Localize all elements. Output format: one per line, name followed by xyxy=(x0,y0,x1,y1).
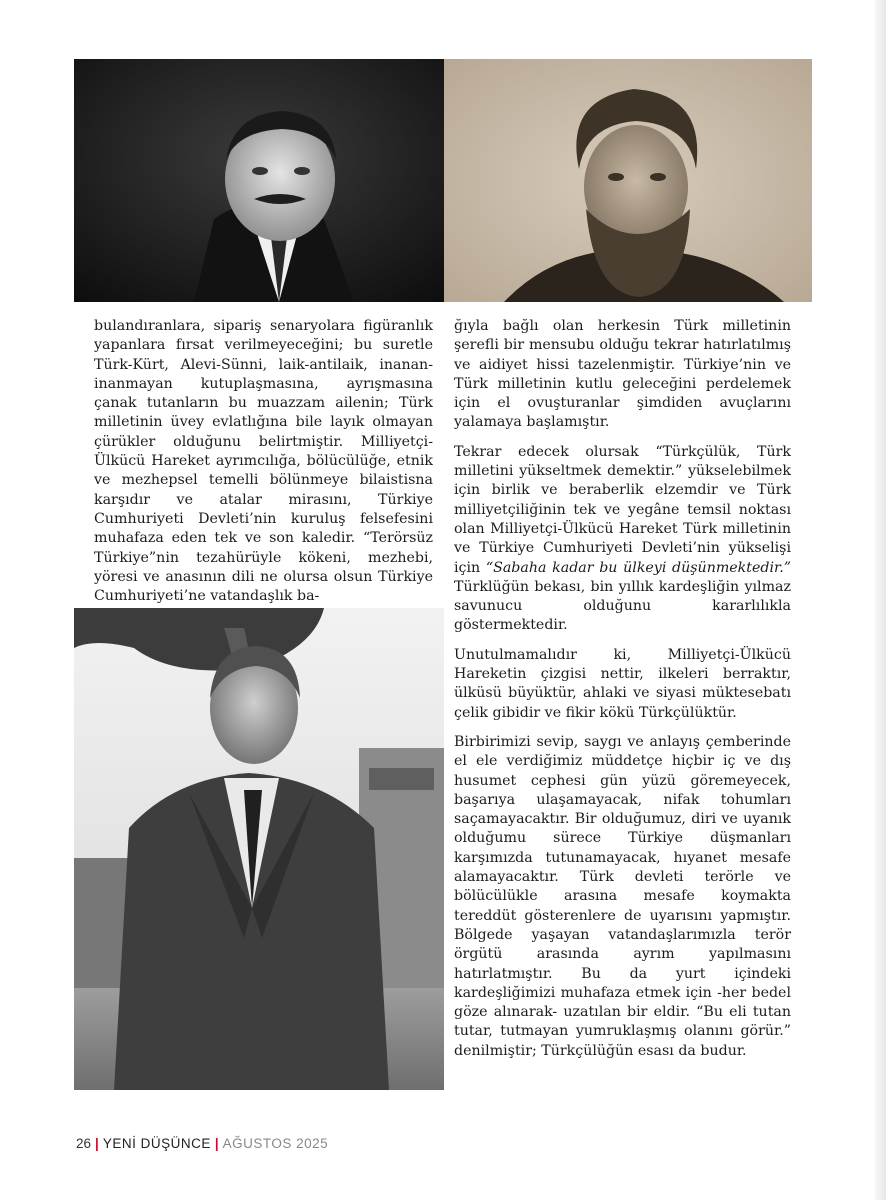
article-column-left xyxy=(94,317,433,606)
photo-portrait-mustache-image xyxy=(74,59,444,302)
page-footer xyxy=(76,1136,328,1151)
paragraph: Birbirimizi sevip, saygı ve anlayış çemberinde el ele verdiğimiz müddetçe hiçbir iç ve dış husumet cephesi gün yüzü göremeyecek, başarıya ulaşamayacak, nifak tohumları saçamayacaktır. Bir olduğumuz, diri ve uyanık olduğumu sürece Türkiye düşmanları karşımızda tutunamayacak, hıyanet mesafe alamayacaktır. Türk devleti terörle ve bölücülükle arasına mesafe koymakta tereddüt gösterenlere de uyarısını yapmıştır. Bölgede yaşayan vatandaşlarımızla terör örgütü arasında ayrım yapılmasını hatırlatmıştır. Bu da yurt içindeki kardeşliğimizi muhafaza etmek için -her bedel göze alınarak- uzatılan bir eldir. “Bu eli tutan tutar, tutmayan yumruklaşmış olanını görür.” denilmiştir; Türkçülüğün esası da budur. xyxy=(454,733,791,1059)
text-run: Türklüğün bekası, bin yıllık kardeşliğin yılmaz savunucu olduğunu kararlılıkla göstermektedir. xyxy=(454,578,791,634)
paragraph: ğıyla bağlı olan herkesin Türk milletinin şerefli bir mensubu olduğu tekrar hatırlatılmış ve aidiyet hissi tazelenmiştir. Türkiye’nin ve Türk milletinin kutlu geleceğini perdelemek için el ovuşturanlar şimdiden avuçlarını yalamaya başlamıştır. xyxy=(454,318,791,431)
magazine-name: YENİ DÜŞÜNCE xyxy=(102,1136,211,1151)
photo-man-outdoors-image xyxy=(74,608,444,1090)
text-run: Tekrar edecek olursak “Türkçülük, Türk milletini yükseltmek demektir.” yükselebilmek için birlik ve beraberlik elzemdir ve Türk milliyetçiliğinin tek ve yegâne temsil noktası olan Milliyetçi-Ülkücü Hareket Türk milletinin ve Türkiye Cumhuriyeti Devleti’nin yükselişi için xyxy=(454,443,791,576)
paragraph: bulandıranlara, sipariş senaryolara figüranlık yapanlara fırsat verilmeyeceğini; bu suretle Türk-Kürt, Alevi-Sünni, laik-antilaik, inanan-inanmayan kutuplaşmasına, ayrışmasına çanak tutanların bu muazzam ailenin; Türk milletinin üvey evlatlığına bile layık olmayan çürükler olduğunu belirtmiştir. Milliyetçi-Ülkücü Hareket ayrımcılığa, bölücülüğe, etnik ve mezhepsel temelli bölünmeye bilaistisna karşıdır ve atalar mirasını, Türkiye Cumhuriyeti Devleti’nin kuruluş felsefesini muhafaza eden tek ve son kaledir. “Terörsüz Türkiye”nin tezahürüyle kökeni, mezhebi, yöresi ve anasının dili ne olursa olsun Türkiye Cumhuriyeti’ne vatandaşlık ba- xyxy=(94,318,433,605)
photo-portrait-bearded-image xyxy=(444,59,812,302)
article-column-right xyxy=(454,317,791,1061)
paragraph xyxy=(454,443,791,636)
footer-separator: | xyxy=(95,1136,99,1151)
page-edge-shadow xyxy=(874,0,886,1200)
photo-portrait-bearded xyxy=(444,59,812,302)
footer-separator: | xyxy=(214,1136,219,1151)
italic-quote: “Sabaha kadar bu ülkeyi düşünmektedir.” xyxy=(485,559,791,576)
photo-portrait-mustache xyxy=(74,59,444,302)
issue-date: AĞUSTOS 2025 xyxy=(222,1136,329,1151)
paragraph: Unutulmamalıdır ki, Milliyetçi-Ülkücü Hareketin çizgisi nettir, ilkeleri berraktır, ülküsü büyüktür, ahlaki ve siyasi müktesebatı çelik gibidir ve fikir kökü Türkçülüktür. xyxy=(454,646,791,721)
page-number: 26 xyxy=(76,1136,92,1151)
photo-man-outdoors xyxy=(74,608,444,1090)
